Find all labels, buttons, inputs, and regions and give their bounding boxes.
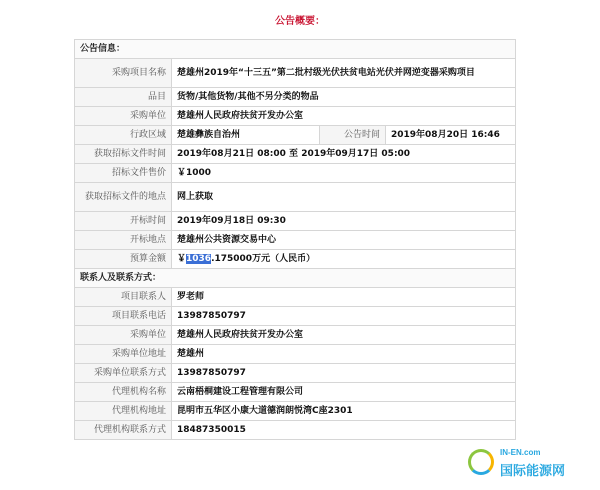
section-contacts: 联系人及联系方式： [75, 269, 516, 288]
watermark-name: 国际能源网 [500, 464, 566, 479]
agency-name-value: 云南梧桐建设工程管理有限公司 [172, 383, 516, 402]
open-place-value: 楚雄州公共资源交易中心 [172, 231, 516, 250]
doc-place-label: 获取招标文件的地点 [75, 183, 172, 212]
purchaser-label: 采购单位 [75, 107, 172, 126]
purchaser-phone-value: 13987850797 [172, 364, 516, 383]
budget-value [172, 250, 516, 269]
agency-address-label: 代理机构地址 [75, 402, 172, 421]
publish-time-value: 2019年08月20日 16:46 [386, 126, 516, 145]
purchaser-address-label: 采购单位地址 [75, 345, 172, 364]
open-time-value: 2019年09月18日 09:30 [172, 212, 516, 231]
region-label: 行政区域 [75, 126, 172, 145]
doc-price-value: ￥1000 [172, 164, 516, 183]
budget-label: 预算金额 [75, 250, 172, 269]
watermark-site: IN-EN.com [500, 448, 541, 457]
open-place-label: 开标地点 [75, 231, 172, 250]
doc-time-sep: 至 [289, 149, 299, 159]
doc-time-label: 获取招标文件时间 [75, 145, 172, 164]
region-value: 楚雄彝族自治州 [172, 126, 320, 145]
project-phone-value: 13987850797 [172, 307, 516, 326]
budget-rest: .175000万元（人民币） [211, 254, 316, 264]
doc-time-end: 2019年09月17日 05:00 [301, 149, 411, 159]
purchaser-phone-label: 采购单位联系方式 [75, 364, 172, 383]
notice-summary-heading: 公告概要： [275, 16, 325, 27]
contact-purchaser-value: 楚雄州人民政府扶贫开发办公室 [172, 326, 516, 345]
category-value: 货物/其他货物/其他不另分类的物品 [172, 88, 516, 107]
agency-phone-value: 18487350015 [172, 421, 516, 440]
notice-table [74, 39, 516, 440]
doc-price-label: 招标文件售价 [75, 164, 172, 183]
budget-prefix: ￥ [177, 254, 187, 264]
project-name-value: 楚雄州2019年“十三五”第二批村级光伏扶贫电站光伏并网逆变器采购项目 [172, 59, 516, 88]
purchaser-address-value: 楚雄州 [172, 345, 516, 364]
agency-address-value: 昆明市五华区小康大道德润朗悦湾C座2301 [172, 402, 516, 421]
doc-time-value [172, 145, 516, 164]
section-notice-info: 公告信息： [75, 40, 516, 59]
project-name-label: 采购项目名称 [75, 59, 172, 88]
doc-place-value: 网上获取 [172, 183, 516, 212]
project-contact-label: 项目联系人 [75, 288, 172, 307]
category-label: 品目 [75, 88, 172, 107]
contact-purchaser-label: 采购单位 [75, 326, 172, 345]
publish-time-label: 公告时间 [320, 126, 386, 145]
watermark-logo [468, 448, 588, 480]
doc-time-start: 2019年08月21日 08:00 [177, 149, 286, 159]
globe-icon [468, 449, 494, 475]
agency-phone-label: 代理机构联系方式 [75, 421, 172, 440]
purchaser-value: 楚雄州人民政府扶贫开发办公室 [172, 107, 516, 126]
project-contact-value: 罗老师 [172, 288, 516, 307]
project-phone-label: 项目联系电话 [75, 307, 172, 326]
open-time-label: 开标时间 [75, 212, 172, 231]
agency-name-label: 代理机构名称 [75, 383, 172, 402]
budget-highlight: 1036 [186, 254, 212, 264]
